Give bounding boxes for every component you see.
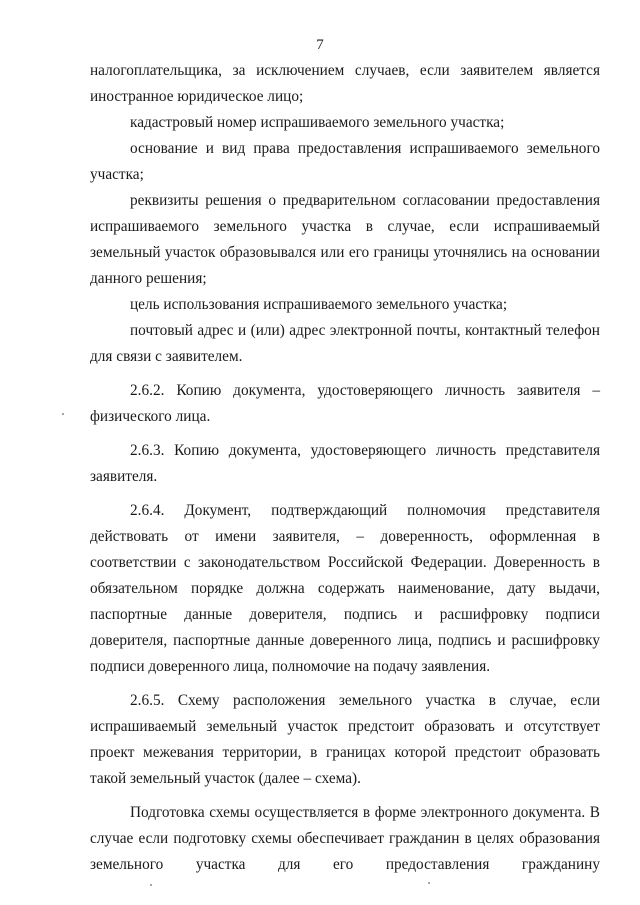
paragraph-continuation: налогоплательщика, за исключением случаев, если заявителем является иностранное юридическое лицо; xyxy=(90,62,600,105)
scan-speck xyxy=(428,882,430,884)
paragraph-2-6-4: 2.6.4. Документ, подтверждающий полномочия представителя действовать от имени заявителя, – доверенность, оформленная в соответствии с законодательством Российской Федерации. Доверенность в обязательном порядке должна содержать наименование, дату выдачи, паспортные данные доверителя, подпись и расшифровку подписи доверителя, паспортные данные доверенного лица, подпись и расшифровку подписи доверенного лица, полномочие на подачу заявления. xyxy=(90,502,600,675)
page-number: 7 xyxy=(316,37,324,53)
paragraph-decision-details: реквизиты решения о предварительном согласовании предоставления испрашиваемого земельного участка в случае, если испрашиваемый земельный участок образовывался или его границы уточнялись на основании данного решения; xyxy=(90,192,600,287)
paragraph-purpose-of-use: цель использования испрашиваемого земельного участка; xyxy=(130,296,508,313)
paragraph-2-6-5: 2.6.5. Схему расположения земельного участка в случае, если испрашиваемый земельный участок предстоит образовать и отсутствует проект межевания территории, в границах которой предстоит образовать такой земельный участок (далее – схема). xyxy=(90,692,600,787)
paragraph-basis-of-right: основание и вид права предоставления испрашиваемого земельного участка; xyxy=(90,140,600,183)
scan-speck xyxy=(62,413,64,415)
paragraph-scheme-preparation: Подготовка схемы осуществляется в форме электронного документа. В случае если подготовку схемы обеспечивает гражданин в целях образования земельного участка для его предоставления гражданину xyxy=(90,804,600,873)
document-body xyxy=(90,58,600,878)
paragraph-cadastral-number: кадастровый номер испрашиваемого земельного участка; xyxy=(130,114,505,131)
scan-speck xyxy=(150,884,152,886)
paragraph-2-6-2: 2.6.2. Копию документа, удостоверяющего личность заявителя – физического лица. xyxy=(90,382,600,425)
paragraph-contact-address: почтовый адрес и (или) адрес электронной почты, контактный телефон для связи с заявителем. xyxy=(90,322,600,365)
paragraph-2-6-3: 2.6.3. Копию документа, удостоверяющего личность представителя заявителя. xyxy=(90,442,600,485)
